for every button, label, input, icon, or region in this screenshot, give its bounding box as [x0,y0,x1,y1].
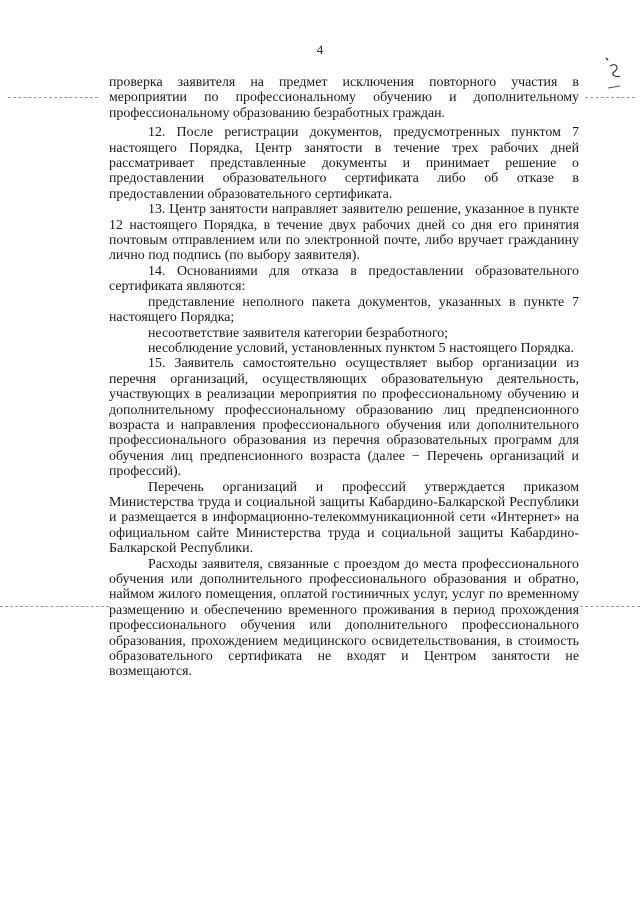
refusal-ground-incomplete: представление неполного пакета документов, указанных в пункте 7 настоящего Порядка; [109,294,579,326]
scan-line-top-right [585,97,635,98]
paragraph-14: 14. Основаниями для отказа в предоставлении образовательного сертификата являются: [109,263,579,295]
paragraph-12: 12. После регистрации документов, предусмотренных пунктом 7 настоящего Порядка, Центр занятости в течение трех рабочих дней рассматривает представленные документы и принимает решение о предоставлении образовательного сертификата либо об отказе в предоставлении образовательного сертификата. [109,125,579,202]
handwritten-mark [600,52,630,102]
page-number: 4 [316,42,324,57]
paragraph-15: 15. Заявитель самостоятельно осуществляет выбор организации из перечня организаций, осуществляющих образовательную деятельность, участвующих в реализации мероприятия по профессиональному обучению и дополнительному профессиональному образованию лиц предпенсионного возраста и направления профессионального обучения или дополнительного профессионального образования из перечня образовательных программ для обучения лиц предпенсионного возраста (далее − Перечень организаций и профессий). [109,356,579,480]
paragraph-expenses: Расходы заявителя, связанные с проездом до места профессионального обучения или дополнительного профессионального образования и обратно, наймом жилого помещения, оплатой гостиничных услуг, услуг по временному размещению и обеспечению временного проживания в период прохождения профессионального обучения или дополнительного профессионального образования, прохождением медицинского освидетельствования, в стоимость образовательного сертификата не входят и Центром занятости не возмещаются. [109,556,579,680]
paragraph-list-approval: Перечень организаций и профессий утверждается приказом Министерства труда и социальной защиты Кабардино-Балкарской Республики и размещается в информационно-телекоммуникационной сети «Интернет» на официальном сайте Министерства труда и социальной защиты Кабардино-Балкарской Республики. [109,479,579,557]
refusal-ground-category: несоответствие заявителя категории безработного; [148,325,449,341]
scan-line-middle-left [0,606,109,607]
paragraph-13: 13. Центр занятости направляет заявителю решение, указанное в пункте 12 настоящего Порядка, в течение двух рабочих дней со дня его принятия почтовым отправлением или по электронной почте, либо вручает гражданину лично под подпись (по выбору заявителя). [109,202,579,264]
paragraph-verification: проверка заявителя на предмет исключения повторного участия в мероприятии по профессиональному обучению и дополнительному профессиональному образованию безработных граждан. [109,75,579,121]
scan-line-top [8,97,98,98]
refusal-ground-conditions: несоблюдение условий, установленных пунктом 5 настоящего Порядка. [148,340,574,356]
document-body [109,75,579,680]
scan-line-middle-right [580,606,640,607]
